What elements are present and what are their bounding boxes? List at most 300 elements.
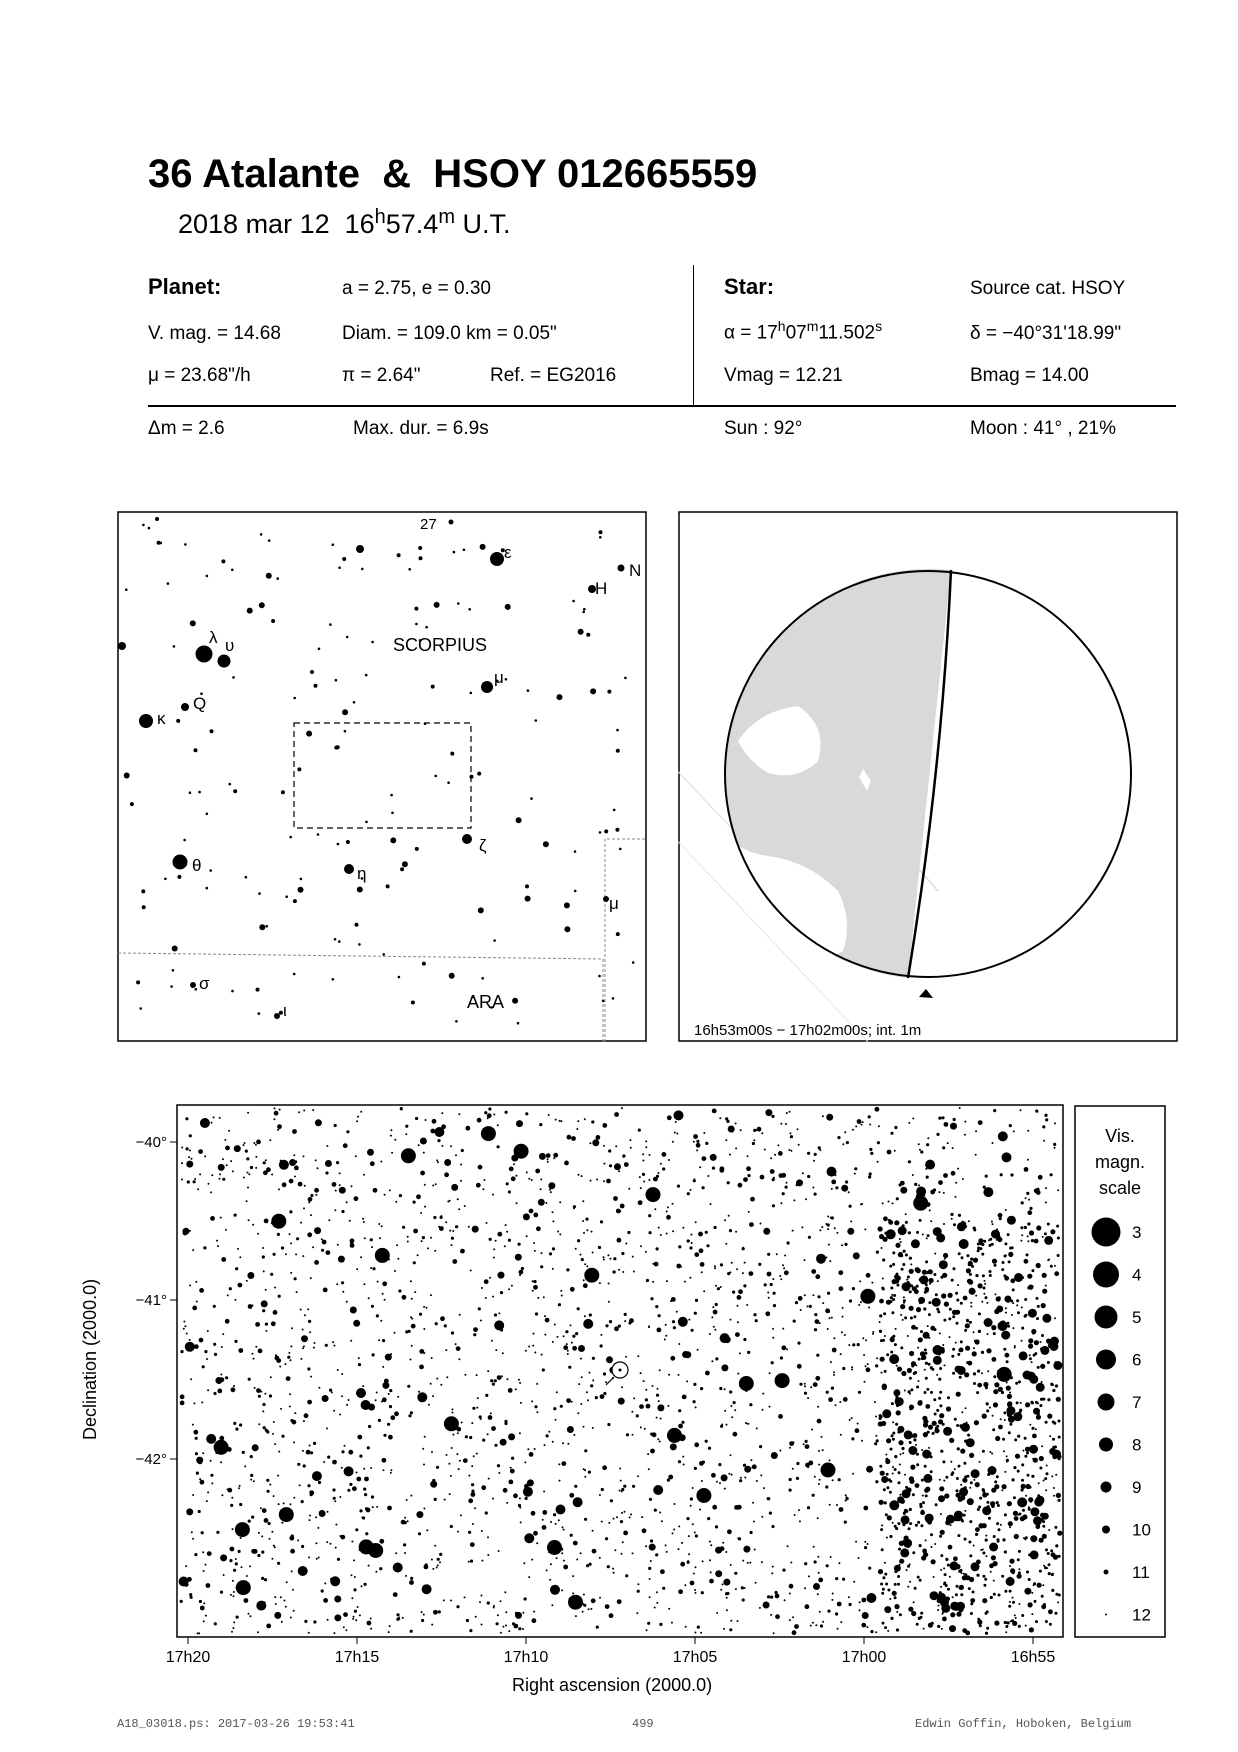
- field-star: [956, 1392, 961, 1397]
- field-star: [464, 1205, 466, 1207]
- field-star: [424, 1206, 426, 1208]
- field-star: [347, 1489, 350, 1492]
- field-star: [1012, 1601, 1015, 1604]
- field-star: [375, 1399, 377, 1401]
- field-star: [592, 1252, 594, 1254]
- field-star: [765, 1311, 770, 1316]
- field-star: [1001, 1320, 1006, 1325]
- field-star: [489, 1277, 491, 1279]
- field-star: [943, 1600, 948, 1605]
- field-star: [936, 1133, 939, 1136]
- field-star: [857, 1423, 859, 1425]
- field-star: [993, 1561, 998, 1566]
- field-star: [620, 1520, 623, 1523]
- field-star: [955, 1182, 957, 1184]
- field-star: [545, 1202, 547, 1204]
- field-star: [1036, 1317, 1039, 1320]
- field-star: [608, 1301, 610, 1303]
- field-star: [677, 1185, 680, 1188]
- field-star: [656, 1602, 658, 1604]
- field-star: [933, 1398, 936, 1401]
- field-star: [864, 1541, 866, 1543]
- field-star: [857, 1119, 862, 1124]
- field-star: [763, 1487, 765, 1489]
- field-star: [1031, 1475, 1034, 1478]
- field-star: [762, 1393, 764, 1395]
- field-star: [387, 1423, 390, 1426]
- field-star: [749, 1271, 754, 1276]
- field-star: [866, 1593, 876, 1603]
- field-star: [725, 1551, 727, 1553]
- field-star: [959, 1487, 968, 1496]
- field-star: [450, 1145, 452, 1147]
- finder-star: [447, 781, 450, 784]
- field-star: [717, 1287, 720, 1290]
- field-star: [842, 1578, 845, 1581]
- field-star: [773, 1177, 775, 1179]
- field-star: [840, 1434, 842, 1436]
- magnitude-dot: [1092, 1218, 1121, 1247]
- field-star: [899, 1613, 902, 1616]
- field-star: [570, 1324, 572, 1326]
- field-star: [993, 1402, 998, 1407]
- field-star: [950, 1561, 959, 1570]
- field-star: [459, 1314, 461, 1316]
- finder-star: [616, 932, 620, 936]
- field-star: [1029, 1230, 1034, 1235]
- field-star: [991, 1230, 1000, 1239]
- field-star: [1018, 1603, 1020, 1605]
- finder-star: [505, 604, 511, 610]
- field-star: [452, 1230, 454, 1232]
- field-star: [750, 1459, 752, 1461]
- field-star: [464, 1596, 466, 1598]
- field-star: [773, 1292, 776, 1295]
- field-star: [827, 1167, 837, 1177]
- field-star: [917, 1188, 924, 1195]
- field-star: [921, 1357, 924, 1360]
- field-star: [726, 1609, 728, 1611]
- field-star: [892, 1202, 894, 1204]
- field-star: [277, 1124, 282, 1129]
- field-star: [931, 1622, 934, 1625]
- field-star: [637, 1590, 640, 1593]
- field-star: [235, 1558, 237, 1560]
- finder-bright-star: [190, 982, 196, 988]
- field-star: [645, 1146, 647, 1148]
- field-star: [720, 1333, 730, 1343]
- field-star: [402, 1226, 405, 1229]
- field-star: [456, 1346, 461, 1351]
- finder-star: [329, 623, 332, 626]
- field-star: [278, 1451, 280, 1453]
- field-star: [584, 1118, 586, 1120]
- field-star: [488, 1478, 490, 1480]
- field-star: [589, 1142, 591, 1144]
- field-star: [1052, 1438, 1055, 1441]
- field-star: [418, 1532, 421, 1535]
- field-star: [348, 1450, 353, 1455]
- field-star: [523, 1213, 530, 1220]
- field-star: [547, 1540, 562, 1555]
- field-star: [488, 1107, 491, 1110]
- field-star: [912, 1493, 915, 1496]
- field-star: [189, 1339, 191, 1341]
- field-star: [996, 1501, 999, 1504]
- field-star: [648, 1192, 650, 1194]
- field-star: [476, 1407, 478, 1409]
- field-star: [792, 1630, 797, 1635]
- magnitude-scale-title-3: scale: [1098, 1178, 1142, 1198]
- field-star: [805, 1463, 810, 1468]
- field-star: [431, 1357, 433, 1359]
- field-star: [937, 1593, 946, 1602]
- finder-star: [602, 1000, 605, 1003]
- finder-star: [293, 697, 296, 700]
- field-star: [797, 1128, 799, 1130]
- field-star: [924, 1352, 927, 1355]
- field-star: [336, 1283, 338, 1285]
- field-star: [261, 1535, 263, 1537]
- field-star: [1029, 1627, 1034, 1632]
- field-star: [355, 1528, 358, 1531]
- field-star: [449, 1230, 451, 1232]
- field-star: [401, 1520, 406, 1525]
- field-star: [1058, 1436, 1061, 1439]
- field-star: [542, 1510, 547, 1515]
- field-star: [197, 1188, 199, 1190]
- field-star: [1005, 1209, 1007, 1211]
- field-star: [915, 1327, 918, 1330]
- field-star: [696, 1140, 699, 1143]
- field-star: [450, 1600, 452, 1602]
- field-star: [840, 1353, 842, 1355]
- field-star: [389, 1405, 392, 1408]
- field-star: [1046, 1465, 1048, 1467]
- field-star: [237, 1248, 239, 1250]
- field-star: [904, 1536, 909, 1541]
- field-star: [614, 1326, 619, 1331]
- field-star: [1016, 1299, 1019, 1302]
- field-star: [900, 1499, 905, 1504]
- field-star: [225, 1319, 230, 1324]
- field-star: [496, 1622, 499, 1625]
- field-star: [400, 1107, 403, 1110]
- field-star: [1032, 1434, 1037, 1439]
- field-star: [337, 1244, 339, 1246]
- field-star: [497, 1124, 499, 1126]
- field-star: [179, 1577, 189, 1587]
- field-star: [1030, 1401, 1033, 1404]
- field-star: [890, 1287, 893, 1290]
- field-star: [364, 1477, 369, 1482]
- field-star: [364, 1493, 367, 1496]
- field-star: [550, 1191, 552, 1193]
- finder-star: [164, 878, 167, 881]
- field-star: [247, 1172, 249, 1174]
- field-star: [735, 1588, 737, 1590]
- field-star: [485, 1511, 488, 1514]
- field-star: [322, 1395, 329, 1402]
- field-star: [591, 1231, 593, 1233]
- field-star: [692, 1523, 694, 1525]
- field-star: [892, 1473, 894, 1475]
- field-star: [977, 1383, 982, 1388]
- field-star: [836, 1504, 838, 1506]
- finder-star: [258, 1012, 261, 1015]
- field-star: [1037, 1583, 1042, 1588]
- field-star: [975, 1154, 977, 1156]
- field-star: [817, 1406, 819, 1408]
- field-star: [583, 1279, 585, 1281]
- field-star: [293, 1610, 295, 1612]
- field-star: [456, 1427, 461, 1432]
- field-star: [480, 1320, 482, 1322]
- field-star: [613, 1518, 615, 1520]
- field-star: [614, 1112, 619, 1117]
- field-star: [199, 1288, 204, 1293]
- field-star: [474, 1507, 476, 1509]
- field-star: [1034, 1188, 1039, 1193]
- field-star: [471, 1490, 474, 1493]
- field-star: [279, 1160, 289, 1170]
- field-star: [921, 1479, 924, 1482]
- field-star: [307, 1232, 312, 1237]
- field-star: [709, 1333, 711, 1335]
- field-star: [881, 1592, 884, 1595]
- field-star: [982, 1490, 985, 1493]
- field-star: [506, 1182, 509, 1185]
- finder-star: [535, 719, 538, 722]
- field-star: [290, 1419, 293, 1422]
- x-tick-label: 17h00: [841, 1649, 887, 1666]
- field-star: [1037, 1366, 1040, 1369]
- field-star: [256, 1388, 261, 1393]
- field-star: [818, 1572, 820, 1574]
- field-star: [1044, 1232, 1047, 1235]
- planet-vmag: V. mag. = 14.68: [148, 323, 281, 344]
- field-star: [325, 1171, 328, 1174]
- field-star: [315, 1194, 317, 1196]
- field-star: [1037, 1412, 1040, 1415]
- field-star: [542, 1525, 547, 1530]
- field-star: [711, 1360, 713, 1362]
- field-star: [719, 1117, 721, 1119]
- field-star: [1028, 1578, 1031, 1581]
- field-star: [497, 1464, 500, 1467]
- field-star: [204, 1155, 206, 1157]
- field-star: [470, 1542, 475, 1547]
- field-star: [875, 1416, 877, 1418]
- field-star: [782, 1264, 784, 1266]
- field-star: [688, 1535, 690, 1537]
- field-star: [504, 1422, 507, 1425]
- field-star: [737, 1373, 739, 1375]
- field-star: [639, 1404, 644, 1409]
- field-star: [632, 1552, 634, 1554]
- field-star: [885, 1454, 887, 1456]
- field-star: [915, 1524, 918, 1527]
- field-star: [278, 1188, 280, 1190]
- field-star: [781, 1345, 786, 1350]
- field-star: [922, 1234, 924, 1236]
- field-star: [653, 1177, 658, 1182]
- field-star: [333, 1632, 335, 1634]
- field-star: [941, 1628, 943, 1630]
- field-star: [1008, 1252, 1013, 1257]
- field-star: [1014, 1438, 1017, 1441]
- field-star: [905, 1254, 908, 1257]
- field-star: [925, 1539, 927, 1541]
- field-star: [583, 1232, 585, 1234]
- field-star: [882, 1258, 885, 1261]
- field-star: [897, 1583, 900, 1586]
- field-star: [553, 1407, 556, 1410]
- field-star: [271, 1222, 273, 1224]
- field-star: [707, 1517, 710, 1520]
- field-star: [207, 1389, 209, 1391]
- field-star: [723, 1579, 730, 1586]
- field-star: [1021, 1306, 1023, 1308]
- field-star: [892, 1298, 895, 1301]
- field-star: [562, 1442, 564, 1444]
- field-star: [318, 1387, 320, 1389]
- field-star: [460, 1180, 462, 1182]
- field-star: [370, 1161, 375, 1166]
- magnitude-label: 9: [1132, 1478, 1142, 1497]
- field-star: [310, 1277, 312, 1279]
- field-star: [624, 1313, 627, 1316]
- field-star: [819, 1229, 821, 1231]
- field-star: [875, 1107, 880, 1112]
- field-star: [660, 1234, 662, 1236]
- field-star: [575, 1615, 577, 1617]
- field-star: [890, 1617, 893, 1620]
- finder-star: [408, 568, 411, 571]
- field-star: [488, 1415, 493, 1420]
- field-star: [378, 1339, 380, 1341]
- field-star: [1021, 1484, 1026, 1489]
- field-star: [616, 1209, 621, 1214]
- field-star: [780, 1123, 782, 1125]
- magnitude-label: 11: [1132, 1563, 1150, 1582]
- field-star: [532, 1280, 534, 1282]
- field-star: [201, 1401, 203, 1403]
- field-star: [335, 1524, 337, 1526]
- field-star: [602, 1465, 607, 1470]
- field-star: [531, 1179, 533, 1181]
- field-star: [940, 1347, 945, 1352]
- field-star: [884, 1335, 886, 1337]
- field-star: [426, 1529, 428, 1531]
- field-star: [964, 1440, 967, 1443]
- field-star: [342, 1291, 344, 1293]
- field-star: [715, 1357, 718, 1360]
- field-star: [1055, 1474, 1057, 1476]
- field-star: [368, 1425, 371, 1428]
- field-star: [905, 1213, 907, 1215]
- field-star: [643, 1181, 645, 1183]
- field-star: [870, 1630, 873, 1633]
- field-star: [244, 1598, 249, 1603]
- field-star: [481, 1126, 496, 1141]
- field-star: [328, 1219, 330, 1221]
- field-star: [590, 1384, 593, 1387]
- field-star: [277, 1475, 279, 1477]
- field-star: [794, 1624, 799, 1629]
- field-star: [409, 1580, 414, 1585]
- field-star: [214, 1353, 217, 1356]
- field-star: [682, 1227, 684, 1229]
- finder-star: [455, 1020, 458, 1023]
- field-star: [748, 1211, 750, 1213]
- field-star: [255, 1322, 260, 1327]
- field-star: [243, 1144, 245, 1146]
- field-star: [413, 1201, 416, 1204]
- field-star: [985, 1296, 988, 1299]
- finder-star: [477, 772, 481, 776]
- field-star: [869, 1172, 872, 1175]
- field-star: [947, 1588, 950, 1591]
- finder-star: [450, 752, 454, 756]
- field-star: [185, 1565, 187, 1567]
- field-star: [602, 1396, 604, 1398]
- field-star: [858, 1304, 860, 1306]
- field-star: [658, 1400, 660, 1402]
- field-star: [189, 1150, 191, 1152]
- field-star: [326, 1427, 328, 1429]
- field-star: [260, 1391, 262, 1393]
- field-star: [924, 1465, 927, 1468]
- field-star: [737, 1505, 742, 1510]
- field-star: [1004, 1255, 1007, 1258]
- finder-star: [578, 629, 584, 635]
- field-star: [998, 1425, 1003, 1430]
- field-star: [827, 1292, 830, 1295]
- field-star: [786, 1182, 788, 1184]
- finder-star: [130, 802, 134, 806]
- field-star: [782, 1328, 784, 1330]
- field-star: [536, 1383, 538, 1385]
- field-star: [426, 1307, 428, 1309]
- field-star: [265, 1159, 267, 1161]
- field-star: [1032, 1427, 1035, 1430]
- field-star: [730, 1319, 732, 1321]
- field-star: [294, 1160, 297, 1163]
- finder-star: [142, 905, 146, 909]
- field-star: [909, 1393, 911, 1395]
- field-star: [885, 1513, 888, 1516]
- field-star: [1004, 1590, 1007, 1593]
- field-star: [931, 1546, 933, 1548]
- field-star: [303, 1345, 305, 1347]
- finder-star: [574, 850, 577, 853]
- field-star: [652, 1263, 654, 1265]
- field-star: [502, 1626, 504, 1628]
- field-star: [332, 1460, 337, 1465]
- field-star: [629, 1318, 634, 1323]
- field-star: [298, 1111, 300, 1113]
- field-star: [510, 1467, 512, 1469]
- planet-reference: Ref. = EG2016: [490, 365, 617, 386]
- field-star: [619, 1490, 621, 1492]
- field-star: [762, 1409, 764, 1411]
- field-star: [382, 1293, 384, 1295]
- field-star: [899, 1252, 902, 1255]
- field-star: [549, 1252, 552, 1255]
- finder-star: [402, 861, 408, 867]
- field-star: [293, 1497, 295, 1499]
